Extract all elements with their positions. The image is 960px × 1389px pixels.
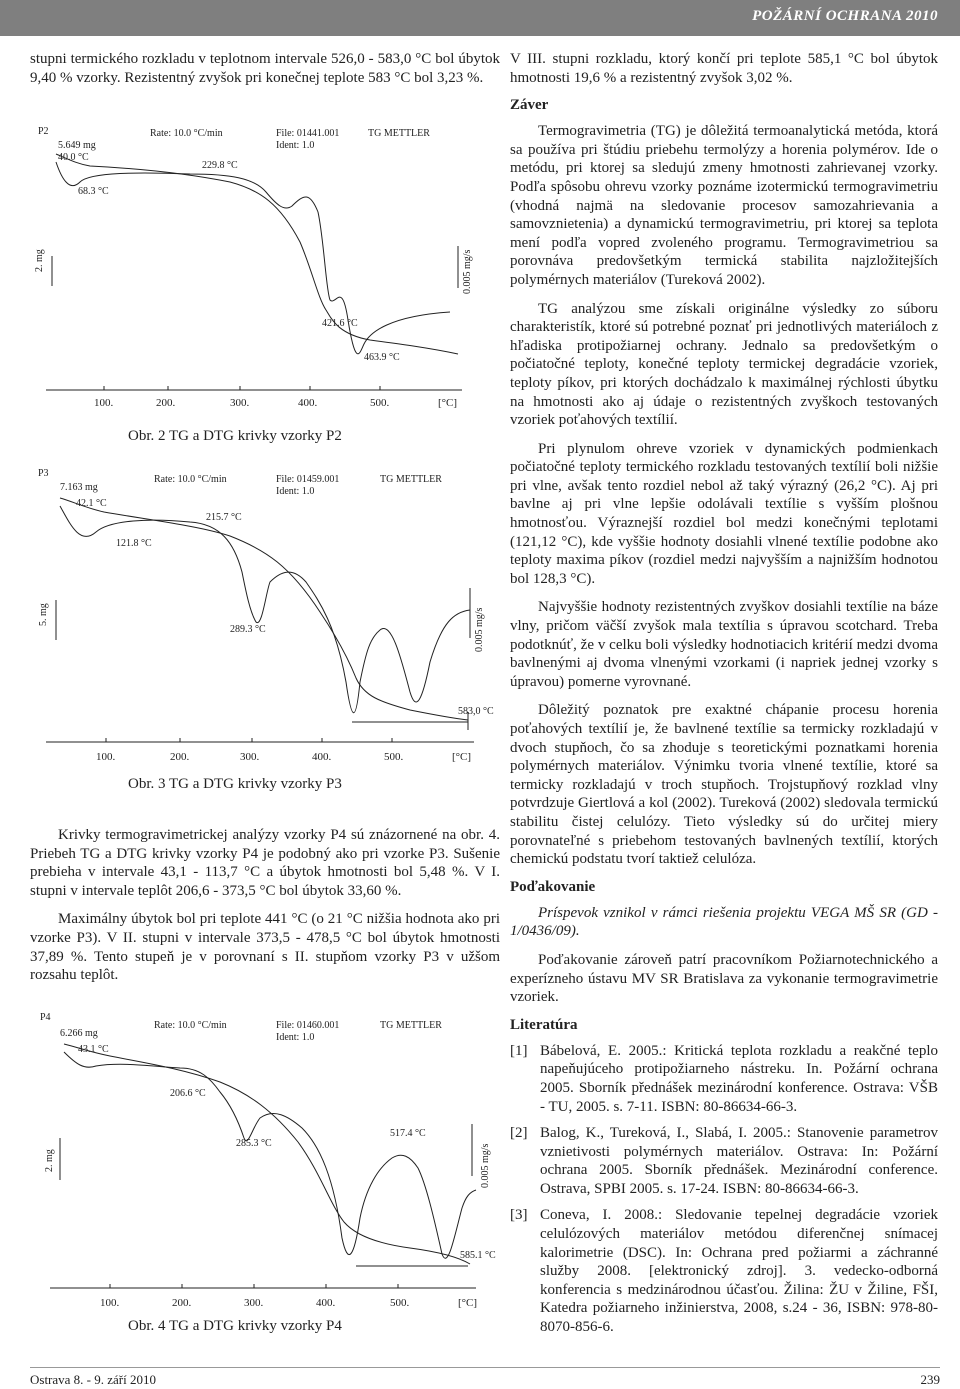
fig3-temp-215: 215.7 °C	[206, 512, 242, 523]
zaver-paragraph-4: Najvyššie hodnoty rezistentných zvyškov dosiahli textílie na báze vlny, pričom väčší zvyšok mala textília s úpravou scotchard. Treba podotknúť, že v celku boli výsledky hodnotiacich kritérií medzi dvoma bavlnenými aj dvoma vlnenými vzorkami (i napriek jednej vzorky s úpravou) pomerne vyrovnané.	[510, 599, 938, 690]
fig2-mass: 5.649 mg	[58, 140, 96, 151]
fig4-tick-500: 500.	[390, 1297, 410, 1309]
fig3-temp-289: 289.3 °C	[230, 624, 266, 635]
fig4-temp-585: 585.1 °C	[460, 1250, 496, 1261]
fig4-temp-206: 206.6 °C	[170, 1088, 206, 1099]
right-column	[510, 50, 938, 1345]
fig2-rate: Rate: 10.0 °C/min	[150, 128, 223, 139]
p4-paragraph-2: Maximálny úbytok bol pri teplote 441 °C (o 21 °C nižšia hodnota ako pri vzorke P3). V II. stupni v intervale 373,5 - 478,5 °C bol úbytok hmotnosti 37,89 %. Tento stupeň je v porovnaní s II. stupňom vzorky P3 v užšom rozsahu teplôt.	[30, 911, 500, 984]
reference-1-number: [1]	[510, 1042, 528, 1059]
fig4-caption: Obr. 4 TG a DTG krivky vzorky P4	[128, 1318, 342, 1334]
left-column-middle	[30, 826, 500, 995]
fig4-file: File: 01460.001	[276, 1020, 340, 1031]
fig4-tick-400: 400.	[316, 1297, 336, 1309]
figure-p2	[30, 120, 500, 422]
fig2-tick-200: 200.	[156, 397, 176, 409]
fig4-tick-300: 300.	[244, 1297, 264, 1309]
journal-title: POŽÁRNÍ OCHRANA 2010	[752, 8, 938, 24]
fig4-rate: Rate: 10.0 °C/min	[154, 1020, 227, 1031]
fig2-temp-40: 40.0 °C	[58, 152, 89, 163]
fig2-tg-curve	[56, 154, 458, 354]
right-intro-paragraph: V III. stupni rozkladu, ktorý končí pri teplote 585,1 °C bol úbytok hmotnosti 19,6 % a rezistentný zvyšok 3,02 %.	[510, 51, 938, 86]
fig3-mass: 7.163 mg	[60, 482, 98, 493]
reference-2-number: [2]	[510, 1125, 528, 1142]
fig3-tick-300: 300.	[240, 751, 260, 763]
fig2-scale-right: 0.005 mg/s	[462, 249, 473, 294]
fig4-scale-left: 2. mg	[44, 1149, 55, 1172]
fig2-ident: Ident: 1.0	[276, 140, 315, 151]
zaver-paragraph-2: TG analýzou sme získali originálne výsledky zo súboru charakteristík, ktoré sú potrebné poznať pri jednotlivých materiáloch z hľadiska protipožiarnej ochrany. Jednalo sa predovšetkým o počiatočné teploty, konečné teploty termickej degradácie vzoriek, teploty píkov, pri ktorých dochádzalo k maximálnej rýchlosti úbytku na hmotnosti ako aj údaje o rezistentných zvyškoch testovaných vzoriek poťahových textílií.	[510, 300, 938, 429]
fig4-temp-43: 43.1 °C	[78, 1044, 109, 1055]
fig2-sample: P2	[38, 126, 49, 137]
fig2-temp-421: 421.6 °C	[322, 318, 358, 329]
fig3-unit: [°C]	[452, 751, 472, 763]
reference-3-text: Coneva, I. 2008.: Sledovanie tepelnej degradácie vzoriek celulózových materiálov metódou diferenčnej snímacej kalorimetrie (DSC). In: Ochrana pred požiarmi a záchranné služby 2008. [elektronický zdroj]. 3. vedecko-odborná konferencia s medzinárodnou účasťou. Žilina: ŽU v Žiline, FŠI, Katedra požiarneho inžinierstva, 2008, s.24 - 36, ISBN: 978-80-8070-856-6.	[540, 1207, 938, 1336]
fig3-tick-500: 500.	[384, 751, 404, 763]
reference-2	[510, 1124, 938, 1198]
ack-paragraph-1: Príspevok vznikol v rámci riešenia projektu VEGA MŠ SR (GD - 1/0436/09).	[510, 904, 938, 940]
fig4-tg-curve	[64, 1044, 470, 1264]
zaver-paragraph-3: Pri plynulom ohreve vzoriek v dynamických podmienkach počiatočné teploty termického rozkladu testovaných textílií boli nižšie pri vlne, avšak tento rozdiel nebol až taký výrazný (26,2 °C). Aj pri bavlne aj pri vlne lepšie odolávali textílie s vyšším plošnou hmotnosťou. Výraznejší rozdiel bol medzi konečnými teplotami (121,12 °C), kde vyššie hodnoty dosiahli vlnené textílie podobne ako teploty maxima píkov (rozdiel medzi najvyšším a najnižším hodnotou bol 128,3 °C).	[510, 440, 938, 587]
p4-paragraph-1: Krivky termogravimetrickej analýzy vzorky P4 sú znázornené na obr. 4. Priebeh TG a DTG krivky vzorky P4 je podobný ako pri vzorke P3. Sušenie prebieha v intervale 43,1 - 113,7 °C a úbytok hmotnosti bol 5,48 %. V I. stupni v intervale teplôt 206,6 - 373,5 °C bol úbytok 33,60 %.	[30, 827, 500, 899]
section-heading-zaver: Záver	[510, 97, 549, 114]
fig3-caption: Obr. 3 TG a DTG krivky vzorky P3	[128, 776, 342, 792]
fig2-temp-68: 68.3 °C	[78, 186, 109, 197]
fig4-ident: Ident: 1.0	[276, 1032, 315, 1043]
footer-conference: Ostrava 8. - 9. září 2010	[30, 1372, 156, 1387]
fig3-tg-curve	[60, 498, 468, 720]
fig2-caption: Obr. 2 TG a DTG krivky vzorky P2	[128, 428, 342, 444]
fig3-tick-200: 200.	[170, 751, 190, 763]
fig3-dtg-curve	[60, 506, 470, 713]
left-intro-paragraph: stupni termického rozkladu v teplotnom intervale 526,0 - 583,0 °C bol úbytok 9,40 % vzorky. Rezistentný zvyšok pri konečnej teplote 583 °C bol 3,23 %.	[30, 51, 500, 86]
ack-paragraph-2: Poďakovanie zároveň patrí pracovníkom Požiarnotechnického a experízneho ústavu MV SR Bratislava za vykonanie termogravimetrie vzoriek.	[510, 951, 938, 1006]
reference-1-text: Bábelová, E. 2005.: Kritická teplota rozkladu a reakčné teplo napeňujúceho protipožiarneho nástreku. In. Požární ochrana 2005. Sborník přednášek mezinárodní konference. Ostrava: VŠB - TU, 2005. s. 7-11. ISBN: 80-86634-66-3.	[540, 1042, 938, 1115]
figure-p3	[30, 462, 500, 772]
fig3-temp-42: 42.1 °C	[76, 498, 107, 509]
zaver-paragraph-1: Termogravimetria (TG) je dôležitá termoanalytická metóda, ktorá sa používa pri štúdiu priebehu termolýzy a horenia polymérov. Ide o metódu, pri ktorej sa sledujú zmeny hmotnosti zahrievanej vzorky. Podľa spôsobu ohrevu vzorky poznáme izotermickú termogravimetriu (vhodná najmä na sledovanie procesov samozahrievania a samovznietenia) a dynamickú termogravimetriu, pri ktorej sa teplota mení podľa vopred zvoleného programu. Termogravimetriou sa porovnáva predovšetkým termická stabilita najzložitejších polymérnych materiálov (Tureková 2002).	[510, 123, 938, 288]
fig3-tick-100: 100.	[96, 751, 116, 763]
section-heading-podakovanie: Poďakovanie	[510, 878, 596, 895]
fig2-tick-300: 300.	[230, 397, 250, 409]
fig4-unit: [°C]	[458, 1297, 478, 1309]
fig2-tick-500: 500.	[370, 397, 390, 409]
fig4-sample: P4	[40, 1012, 51, 1023]
reference-1	[510, 1042, 938, 1116]
fig2-temp-229: 229.8 °C	[202, 160, 238, 171]
fig4-instrument: TG METTLER	[380, 1020, 442, 1031]
fig3-tick-400: 400.	[312, 751, 332, 763]
fig4-tick-100: 100.	[100, 1297, 120, 1309]
fig2-file: File: 01441.001	[276, 128, 340, 139]
fig2-tick-100: 100.	[94, 397, 114, 409]
fig3-sample: P3	[38, 468, 49, 479]
footer-rule	[30, 1367, 940, 1368]
fig4-scale-right: 0.005 mg/s	[480, 1143, 491, 1188]
zaver-paragraph-5: Dôležitý poznatok pre exaktné chápanie procesu horenia poťahových textílií je, že bavlnené textílie sa termicky rozkladajú v dvoch stupňoch, čo sa zhoduje s teoretickými poznatkami horenia polymérnych materiálov. Výnimku tvoria vlnené textílie, ktoré sa termicky rozkladajú v troch stupňoch. Trojstupňový rozklad vlny potvrdzuje Giertlová a kol (2002). Tureková (2002) sledovala termickú stabilitu čistej celulózy. Tieto výsledky sú do určitej miery porovnateľné s priebehom testovaných bavlnených textílií, ktorých chemickú podstatu tvorí taktiež celulóza.	[510, 702, 938, 868]
reference-3	[510, 1206, 938, 1336]
section-heading-literatura: Literatúra	[510, 1016, 578, 1033]
fig3-temp-121: 121.8 °C	[116, 538, 152, 549]
header-band	[0, 0, 960, 36]
fig3-scale-right: 0.005 mg/s	[474, 607, 485, 652]
fig2-scale-left: 2. mg	[34, 249, 45, 272]
fig3-temp-583: 583,0 °C	[458, 706, 494, 717]
reference-2-text: Balog, K., Tureková, I., Slabá, I. 2005.: Stanovenie parametrov vznietivosti polymérnych materiálov. Ostrava: In: Požární ochrana 2005. Sborník přednášek. Mezinárodní conference. Ostrava, SPBI 2005. s. 17-24. ISBN: 80-86634-66-3.	[540, 1125, 938, 1197]
fig4-temp-517: 517.4 °C	[390, 1128, 426, 1139]
reference-3-number: [3]	[510, 1207, 528, 1224]
fig3-instrument: TG METTLER	[380, 474, 442, 485]
fig4-tick-200: 200.	[172, 1297, 192, 1309]
fig2-temp-463: 463.9 °C	[364, 352, 400, 363]
fig3-file: File: 01459.001	[276, 474, 340, 485]
left-column-top	[30, 50, 500, 87]
fig3-scale-left: 5. mg	[38, 603, 49, 626]
fig3-ident: Ident: 1.0	[276, 486, 315, 497]
figure-p4	[30, 1008, 500, 1316]
fig2-unit: [°C]	[438, 397, 458, 409]
fig4-dtg-curve	[64, 1052, 476, 1258]
page-number: 239	[920, 1372, 940, 1387]
fig3-rate: Rate: 10.0 °C/min	[154, 474, 227, 485]
fig4-mass: 6.266 mg	[60, 1028, 98, 1039]
fig2-instrument: TG METTLER	[368, 128, 430, 139]
fig2-tick-400: 400.	[298, 397, 318, 409]
fig4-temp-285: 285.3 °C	[236, 1138, 272, 1149]
